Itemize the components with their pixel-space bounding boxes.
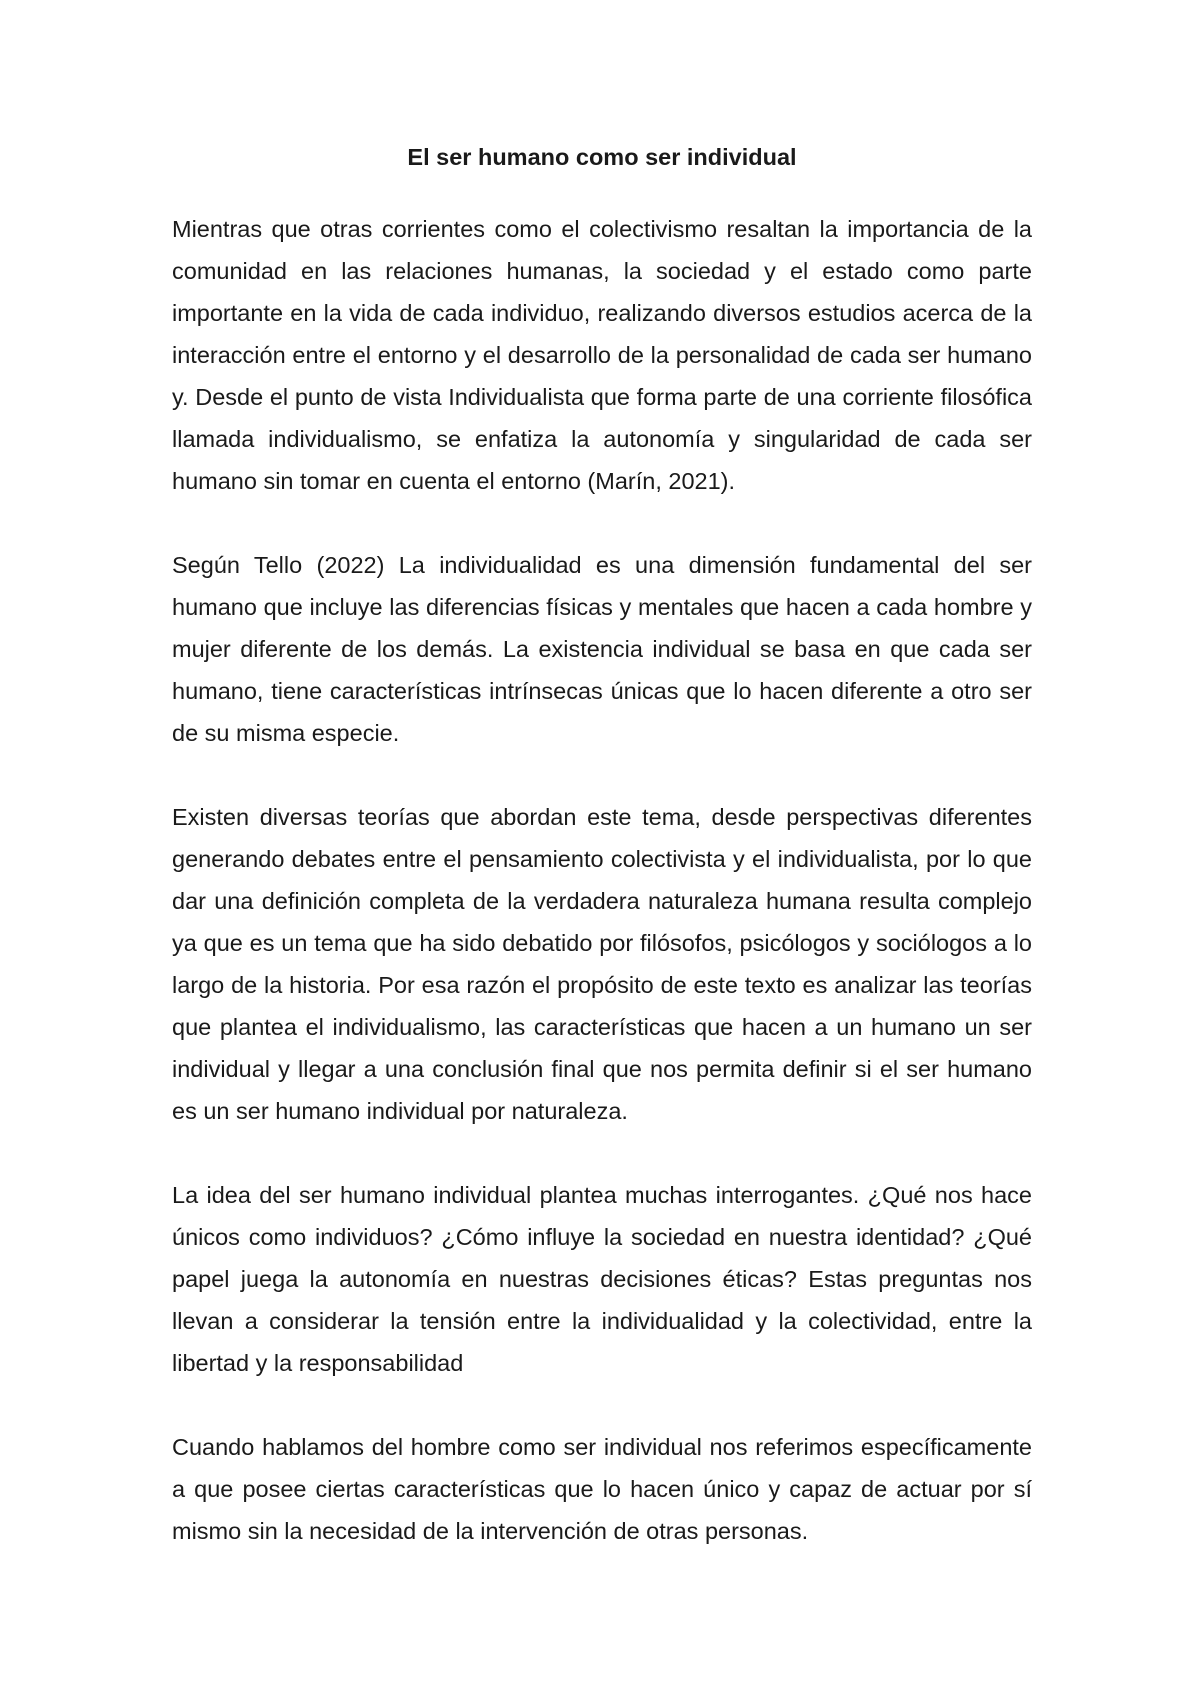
paragraph-4: La idea del ser humano individual plantea muchas interrogantes. ¿Qué nos hace únicos como individuos? ¿Cómo influye la sociedad en nuestra identidad? ¿Qué papel juega la autonomía en nuestras decisiones éticas? Estas preguntas nos llevan a considerar la tensión entre la individualidad y la colectividad, entre la libertad y la responsabilidad — [172, 1182, 1032, 1376]
paragraph-1: Mientras que otras corrientes como el colectivismo resaltan la importancia de la comunidad en las relaciones humanas, la sociedad y el estado como parte importante en la vida de cada individuo, realizando diversos estudios acerca de la interacción entre el entorno y el desarrollo de la personalidad de cada ser humano y. Desde el punto de vista Individualista que forma parte de una corriente filosófica llamada individualismo, se enfatiza la autonomía y singularidad de cada ser humano sin tomar en cuenta el entorno (Marín, 2021). — [172, 216, 1032, 494]
paragraph-5: Cuando hablamos del hombre como ser individual nos referimos específicamente a que posee ciertas características que lo hacen único y capaz de actuar por sí mismo sin la necesidad de la intervención de otras personas. — [172, 1434, 1032, 1544]
document-body — [172, 140, 1032, 1594]
document-title: El ser humano como ser individual — [407, 144, 797, 170]
paragraph-3: Existen diversas teorías que abordan este tema, desde perspectivas diferentes generando debates entre el pensamiento colectivista y el individualista, por lo que dar una definición completa de la verdadera naturaleza humana resulta complejo ya que es un tema que ha sido debatido por filósofos, psicólogos y sociólogos a lo largo de la historia. Por esa razón el propósito de este texto es analizar las teorías que plantea el individualismo, las características que hacen a un humano un ser individual y llegar a una conclusión final que nos permita definir si el ser humano es un ser humano individual por naturaleza. — [172, 804, 1032, 1124]
paragraph-2: Según Tello (2022) La individualidad es una dimensión fundamental del ser humano que incluye las diferencias físicas y mentales que hacen a cada hombre y mujer diferente de los demás. La existencia individual se basa en que cada ser humano, tiene características intrínsecas únicas que lo hacen diferente a otro ser de su misma especie. — [172, 552, 1032, 746]
